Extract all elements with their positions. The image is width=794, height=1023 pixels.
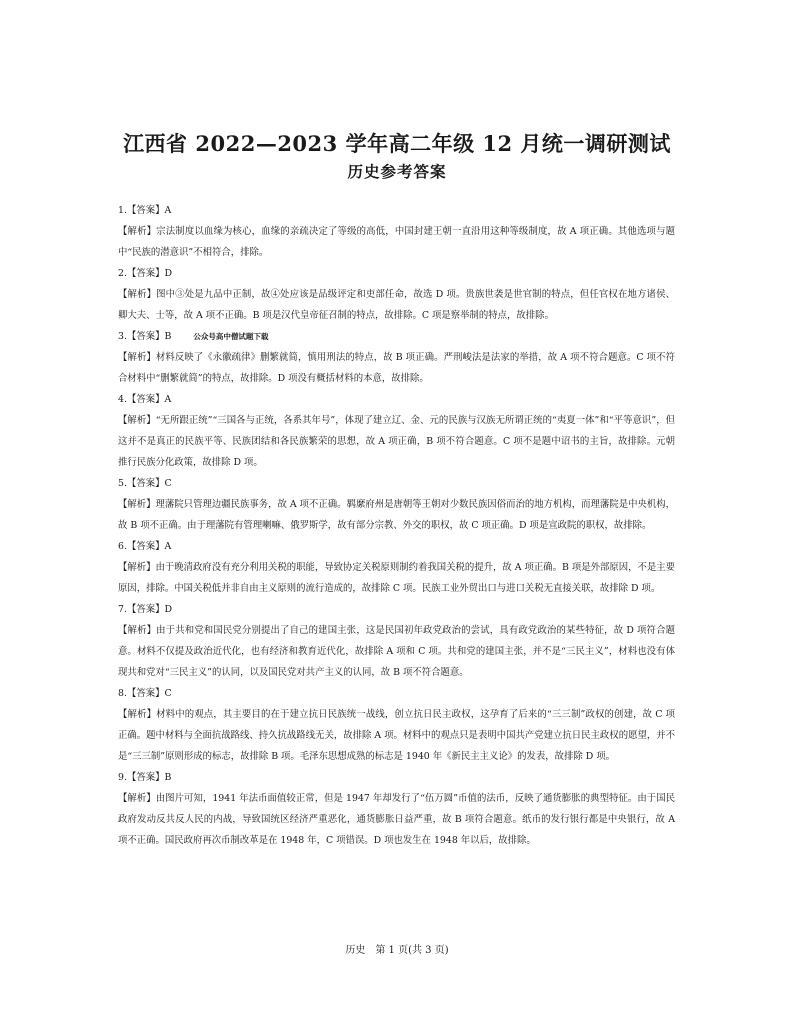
item-answer: 1.【答案】A: [118, 205, 172, 216]
item-answer: 4.【答案】A: [118, 394, 172, 405]
page-subtitle: 历史参考答案: [347, 162, 447, 181]
item-analysis: 【解析】由于共和党和国民党分别提出了自己的建国主张，这是民国初年政党政治的尝试，具有政党政治的某些特征，故 D 项符合题意。材料不仅提及政治近代化，也有经济和教育近代化，故排除 A 项和 C 项。共和党的建国主张，并不是“三民主义”，材料也没有体现共和党对“三民主义”的认同，以及国民党对共产主义的认同，故 B 项不符合题意。: [118, 625, 675, 678]
item-answer: 3.【答案】B: [118, 331, 172, 342]
item-answer: 5.【答案】C: [118, 478, 172, 489]
item-answer: 2.【答案】D: [118, 268, 172, 279]
item-analysis: 【解析】由图片可知，1941 年法币面值较正常，但是 1947 年却发行了“伍万圆”币值的法币，反映了通货膨胀的典型特征。由于国民政府发动反共反人民的内战，导致国统区经济严重恶化，通货膨胀日益严重，故 B 项符合题意。纸币的发行银行都是中央银行，故 A 项不正确。国民政府再次币制改革是在 1948 年，C 项错误。D 项也发生在 1948 年以后，故排除。: [118, 793, 675, 846]
item-6: [118, 536, 675, 599]
item-1: [118, 200, 675, 263]
item-answer: 9.【答案】B: [118, 772, 172, 783]
item-analysis: 【解析】宗法制度以血缘为核心，血缘的亲疏决定了等级的高低，中国封建王朝一直沿用这种等级制度，故 A 项正确。其他选项与题中“民族的潜意识”不相符合，排除。: [118, 226, 675, 258]
item-8: [118, 683, 675, 767]
item-analysis: 【解析】“无所跟正统”“三国各与正统，各系其年号”，体现了建立辽、金、元的民族与汉族无所谓正统的“夷夏一体”和“平等意识”，但这并不是真正的民族平等、民族团结和各民族繁荣的思想，故 A 项正确，B 项不符合题意。C 项不是题中诏书的主旨，故排除。元朝推行民族分化政策，故排除 D 项。: [118, 415, 675, 468]
item-5: [118, 473, 675, 536]
item-9: [118, 767, 675, 851]
page-title: 江西省 2022—2023 学年高二年级 12 月统一调研测试: [123, 131, 671, 156]
item-analysis: 【解析】图中③处是九品中正制，故④处应该是品级评定和吏部任命，故选 D 项。贵族世袭是世官制的特点，但任官权在地方诸侯、卿大夫、士等，故 A 项不正确。B 项是汉代皇帝征召制的特点，故排除。C 项是察举制的特点，故排除。: [118, 289, 675, 321]
item-4: [118, 389, 675, 473]
item-7: [118, 599, 675, 683]
answer-list: [118, 200, 675, 851]
item-answer-row: [118, 326, 675, 347]
item-2: [118, 263, 675, 326]
item-answer: 7.【答案】D: [118, 604, 172, 615]
page-footer: 历史 第 1 页(共 3 页): [345, 945, 449, 956]
item-answer: 6.【答案】A: [118, 541, 172, 552]
watermark-text: 公众号高中僧试题下载: [193, 332, 269, 341]
item-3: [118, 326, 675, 389]
item-analysis: 【解析】材料中的观点，其主要目的在于建立抗日民族统一战线，创立抗日民主政权，这孕育了后来的“三三制”政权的创建，故 C 项正确。题中材料与全面抗战路线、持久抗战路线无关，故排除 A 项。材料中的观点只是表明中国共产党建立抗日民主政权的愿望，并不是“三三制”原则形成的标志，故排除 B 项。毛泽东思想成熟的标志是 1940 年《新民主主义论》的发表，故排除 D 项。: [118, 709, 675, 762]
item-analysis: 【解析】材料反映了《永徽疏律》删繁就简，慎用刑法的特点，故 B 项正确。严刑峻法是法家的举措，故 A 项不符合题意。C 项不符合材料中“删繁就简”的特点，故排除。D 项没有概括材料的本意，故排除。: [118, 352, 675, 384]
item-answer: 8.【答案】C: [118, 688, 172, 699]
item-analysis: 【解析】理藩院只管理边疆民族事务，故 A 项不正确。羁縻府州是唐朝等王朝对少数民族因俗而治的地方机构，而理藩院是中央机构，故 B 项不正确。由于理藩院有管理喇嘛、俄罗斯学，故有部分宗教、外交的职权，故 C 项正确。D 项是宣政院的职权，故排除。: [118, 499, 675, 531]
item-analysis: 【解析】由于晚清政府没有充分利用关税的职能，导致协定关税原则制约着我国关税的提升，故 A 项正确。B 项是外部原因，不是主要原因，排除。中国关税低并非自由主义原则的流行造成的，故排除 C 项。民族工业外贸出口与进口关税无直接关联，故排除 D 项。: [118, 562, 675, 594]
